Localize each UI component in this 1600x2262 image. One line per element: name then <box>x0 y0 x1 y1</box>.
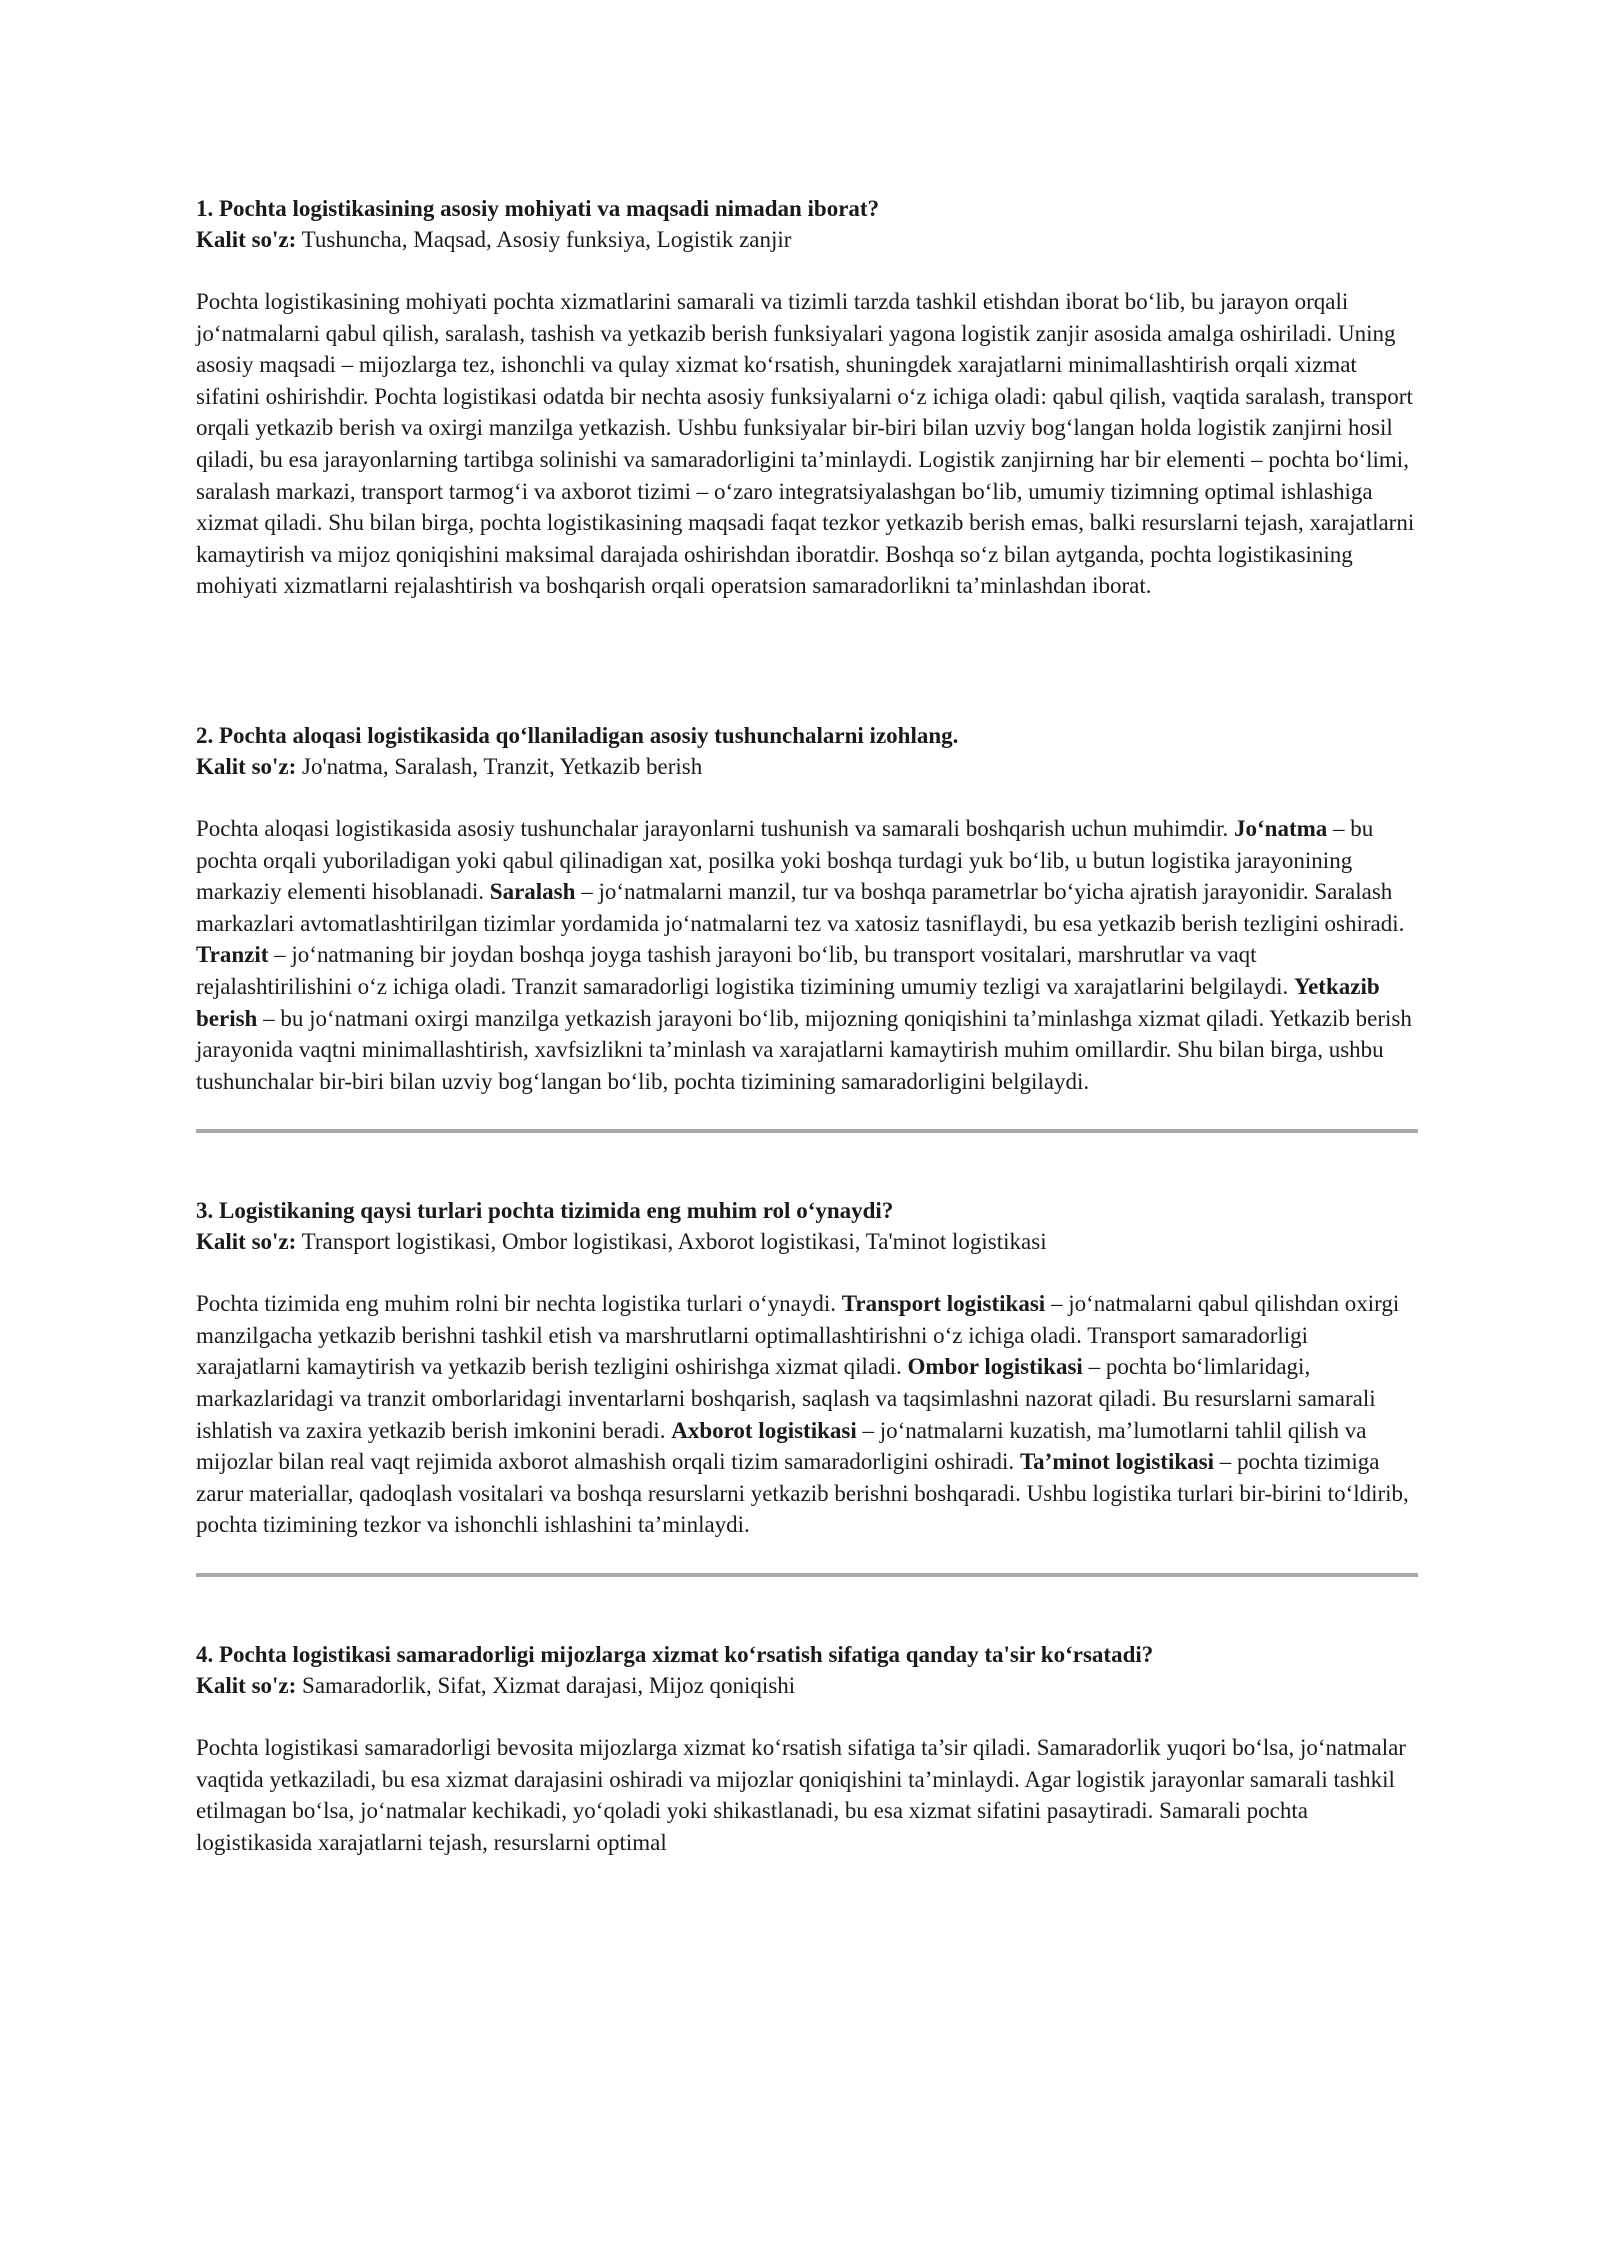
answer-text: – jo‘natmalarni manzil, tur va boshqa parametrlar bo‘yicha ajratish jarayonidir. Saralash markazlari avtomatlashtirilgan tizimlar yordamida jo‘natmalarni tez va xatosiz tasniflaydi, bu esa yetkazib berish tezligini oshiradi. <box>196 879 1405 936</box>
section-3 <box>196 1195 1418 1541</box>
keywords-line <box>196 224 1418 255</box>
question-heading: 3. Logistikaning qaysi turlari pochta tizimida eng muhim rol o‘ynaydi? <box>196 1198 894 1224</box>
keywords-label: Kalit so'z: <box>196 753 297 779</box>
section-divider <box>196 1573 1418 1577</box>
answer-text: – bu jo‘natmani oxirgi manzilga yetkazish jarayoni bo‘lib, mijozning qoniqishini ta’minlashga xizmat qiladi. Yetkazib berish jarayonida vaqtni minimallashtirish, xavfsizlikni ta’minlash va xarajatlarni kamaytirish muhim omillardir. Shu bilan birga, ushbu tushunchalar bir-biri bilan uzviy bog‘langan bo‘lib, pochta tizimining samaradorligini belgilaydi. <box>196 1005 1412 1094</box>
section-divider <box>196 1129 1418 1133</box>
answer-text: – jo‘natmaning bir joydan boshqa joyga tashish jarayoni bo‘lib, bu transport vositalari, marshrutlar va vaqt rejalashtirilishini o‘z ichiga oladi. Tranzit samaradorligi logistika tizimining umumiy tezligi va xarajatlarini belgilaydi. <box>196 942 1295 999</box>
question-heading: 2. Pochta aloqasi logistikasida qo‘llaniladigan asosiy tushunchalarni izohlang. <box>196 722 959 748</box>
answer-text: – bu pochta orqali yuboriladigan yoki qabul qilinadigan xat, posilka yoki boshqa turdagi yuk bo‘lib, u butun logistika jarayonining markaziy elementi hisoblanadi. <box>196 815 1374 905</box>
term-highlight: Axborot logistikasi <box>671 1417 857 1443</box>
keywords-text: Samaradorlik, Sifat, Xizmat darajasi, Mijoz qoniqishi <box>296 1673 796 1699</box>
answer-text: – pochta bo‘limlaridagi, markazlaridagi va tranzit omborlaridagi inventarlarni boshqarish, saqlash va taqsimlashni nazorat qiladi. Bu resurslarni samarali ishlatish va zaxira yetkazib berish imkonini beradi. <box>196 1354 1376 1443</box>
question-heading: 1. Pochta logistikasining asosiy mohiyati va maqsadi nimadan iborat? <box>196 196 880 221</box>
keywords-line <box>196 1670 1418 1701</box>
keywords-label: Kalit so'z: <box>196 227 297 252</box>
keywords-text: Tushuncha, Maqsad, Asosiy funksiya, Logistik zanjir <box>296 227 792 252</box>
term-highlight: Tranzit <box>196 942 269 968</box>
keywords-label: Kalit so'z: <box>196 1229 297 1255</box>
term-highlight: Saralash <box>489 879 576 905</box>
answer-paragraph <box>196 286 1418 602</box>
answer-text: Pochta logistikasining mohiyati pochta xizmatlarini samarali va tizimli tarzda tashkil etishdan iborat bo‘lib, bu jarayon orqali jo‘natmalarni qabul qilish, saralash, tashish va yetkazib berish funksiyalari yagona logistik zanjir asosida amalga oshiriladi. Uning asosiy maqsadi – mijozlarga tez, ishonchli va qulay xizmat ko‘rsatish, shuningdek xarajatlarni minimallashtirish orqali xizmat sifatini oshirishdir. Pochta logistikasi odatda bir nechta asosiy funksiyalarni o‘z ichiga oladi: qabul qilish, vaqtida saralash, transport orqali yetkazib berish va oxirgi manzilga yetkazish. Ushbu funksiyalar bir-biri bilan uzviy bog‘langan holda logistik zanjirni hosil qiladi, bu esa jarayonlarning tartibga solinishi va samaradorligini ta’minlaydi. Logistik zanjirning har bir elementi – pochta bo‘limi, saralash markazi, transport tarmog‘i va axborot tizimi – o‘zaro integratsiyalashgan bo‘lib, umumiy tizimning optimal ishlashiga xizmat qiladi. Shu bilan birga, pochta logistikasining maqsadi faqat tezkor yetkazib berish emas, balki resurslarni tejash, xarajatlarni kamaytirish va mijoz qoniqishini maksimal darajada oshirishdan iboratdir. Boshqa so‘z bilan aytganda, pochta logistikasining mohiyati xizmatlarni rejalashtirish va boshqarish orqali operatsion samaradorlikni ta’minlashdan iborat. <box>196 289 1415 599</box>
answer-text: Pochta aloqasi logistikasida asosiy tushunchalar jarayonlarni tushunish va samarali boshqarish uchun muhimdir. <box>196 815 1235 841</box>
document-page <box>196 193 1418 1858</box>
term-highlight: Ombor logistikasi <box>907 1354 1083 1380</box>
section-2 <box>196 720 1418 1097</box>
keywords-text: Transport logistikasi, Ombor logistikasi, Axborot logistikasi, Ta'minot logistikasi <box>296 1229 1047 1255</box>
answer-text: – jo‘natmalarni qabul qilishdan oxirgi manzilgacha yetkazib berishni tashkil etish va marshrutlarni optimallashtirishni o‘z ichiga oladi. Transport samaradorligi xarajatlarni kamaytirish va yetkazib berish tezligini oshirishga xizmat qiladi. <box>196 1291 1400 1380</box>
answer-paragraph <box>196 813 1418 1097</box>
section-1 <box>196 193 1418 602</box>
answer-paragraph <box>196 1288 1418 1541</box>
answer-text: – jo‘natmalarni kuzatish, ma’lumotlarni tahlil qilish va mijozlar bilan real vaqt rejimida axborot almashish orqali tizim samaradorligini oshiradi. <box>196 1417 1367 1475</box>
keywords-label: Kalit so'z: <box>196 1673 297 1699</box>
keywords-text: Jo'natma, Saralash, Tranzit, Yetkazib berish <box>296 753 703 779</box>
keywords-line <box>196 1226 1418 1257</box>
answer-paragraph <box>196 1732 1418 1858</box>
term-highlight: Jo‘natma <box>1234 815 1328 841</box>
term-highlight: Transport logistikasi <box>841 1291 1046 1317</box>
answer-text: – pochta tizimiga zarur materiallar, qadoqlash vositalari va boshqa resurslarni yetkazib berishni boshqaradi. Ushbu logistika turlari bir-birini to‘ldirib, pochta tizimining tezkor va ishonchli ishlashini ta’minlaydi. <box>196 1449 1409 1538</box>
term-highlight: Yetkazib berish <box>196 973 1380 1031</box>
answer-text: Pochta tizimida eng muhim rolni bir nechta logistika turlari o‘ynaydi. <box>196 1291 842 1317</box>
section-4 <box>196 1639 1418 1858</box>
answer-text: Pochta logistikasi samaradorligi bevosita mijozlarga xizmat ko‘rsatish sifatiga ta’sir qiladi. Samaradorlik yuqori bo‘lsa, jo‘natmalar vaqtida yetkaziladi, bu esa xizmat darajasini oshiradi va mijozlar qoniqishini ta’minlaydi. Agar logistik jarayonlar samarali tashkil etilmagan bo‘lsa, jo‘natmalar kechikadi, yo‘qoladi yoki shikastlanadi, bu esa xizmat sifatini pasaytiradi. Samarali pochta logistikasida xarajatlarni tejash, resurslarni optimal <box>196 1735 1406 1855</box>
question-heading: 4. Pochta logistikasi samaradorligi mijozlarga xizmat ko‘rsatish sifatiga qanday ta'sir ko‘rsatadi? <box>196 1642 1154 1668</box>
term-highlight: Ta’minot logistikasi <box>1019 1449 1214 1475</box>
keywords-line <box>196 751 1418 782</box>
